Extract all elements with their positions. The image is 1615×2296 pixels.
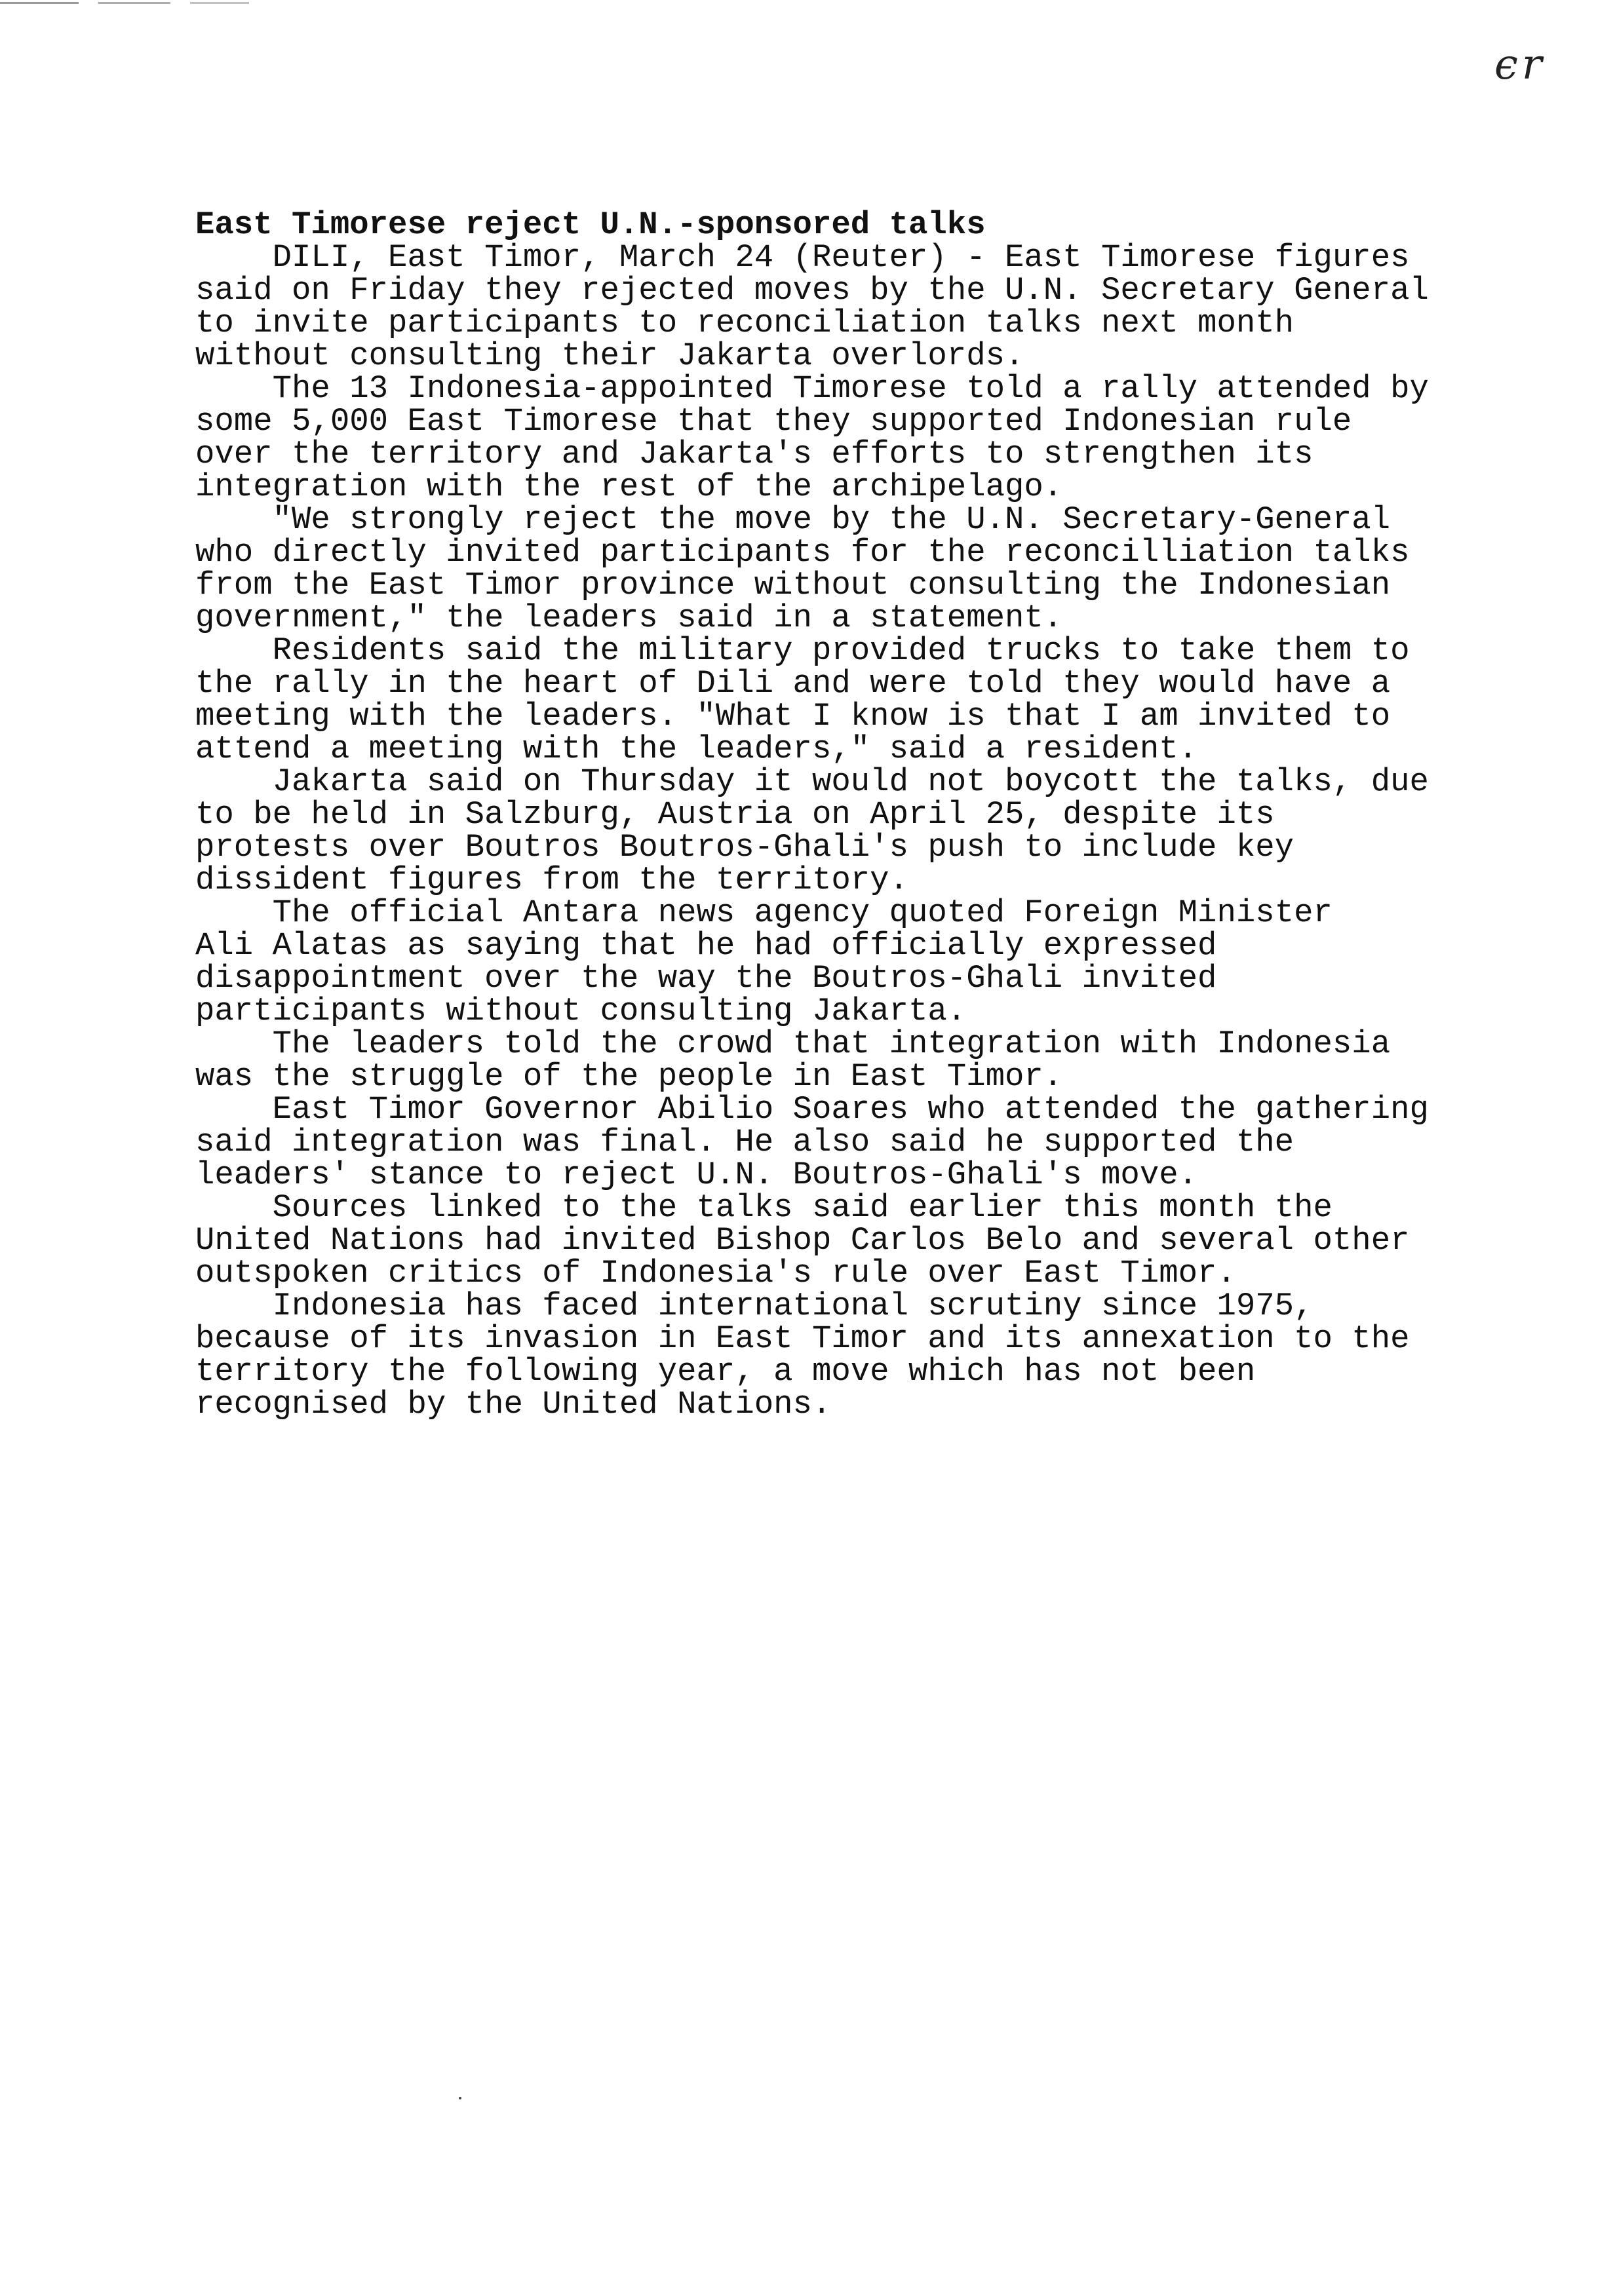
handwritten-corner-note: ϵr <box>1494 41 1546 89</box>
article-paragraph-6: The official Antara news agency quoted Foreign Minister Ali Alatas as saying that he had officially expressed disappointment over the way the Boutros-Ghali invited participants without consulting Jakarta. <box>195 894 1333 1029</box>
article-paragraph-7: The leaders told the crowd that integration with Indonesia was the struggle of the people in East Timor. <box>195 1025 1391 1095</box>
article-paragraph-3: "We strongly reject the move by the U.N. Secretary-General who directly invited participants for the reconcilliation talks from the East Timor province without consulting the Indonesian government," the leaders said in a statement. <box>195 501 1410 636</box>
article-paragraph-1: DILI, East Timor, March 24 (Reuter) - East Timorese figures said on Friday they rejected moves by the U.N. Secretary General to invite participants to reconciliation talks next month without consulting their Jakarta overlords. <box>195 239 1429 374</box>
scan-edge-mark <box>0 2 249 4</box>
article-paragraph-9: Sources linked to the talks said earlier this month the United Nations had invited Bishop Carlos Belo and several other outspoken critics of Indonesia's rule over East Timor. <box>195 1189 1410 1292</box>
article-paragraph-10: Indonesia has faced international scrutiny since 1975, because of its invasion in East Timor and its annexation to the territory the following year, a move which has not been recognised by the United Nations. <box>195 1288 1410 1423</box>
article-headline: East Timorese reject U.N.-sponsored talks <box>195 206 986 243</box>
article-paragraph-5: Jakarta said on Thursday it would not boycott the talks, due to be held in Salzburg, Austria on April 25, despite its protests over Boutros Boutros-Ghali's push to include key dissident figures from the territory. <box>195 763 1429 898</box>
article-paragraph-4: Residents said the military provided trucks to take them to the rally in the heart of Dili and were told they would have a meeting with the leaders. "What I know is that I am invited to attend a meeting with the leaders," said a resident. <box>195 632 1410 767</box>
scan-speck <box>459 2097 461 2099</box>
news-article <box>195 208 1506 1421</box>
article-paragraph-8: East Timor Governor Abilio Soares who attended the gathering said integration was final. He also said he supported the leaders' stance to reject U.N. Boutros-Ghali's move. <box>195 1091 1429 1193</box>
article-paragraph-2: The 13 Indonesia-appointed Timorese told a rally attended by some 5,000 East Timorese that they supported Indonesian rule over the territory and Jakarta's efforts to strengthen its integration with the rest of the archipelago. <box>195 370 1429 505</box>
